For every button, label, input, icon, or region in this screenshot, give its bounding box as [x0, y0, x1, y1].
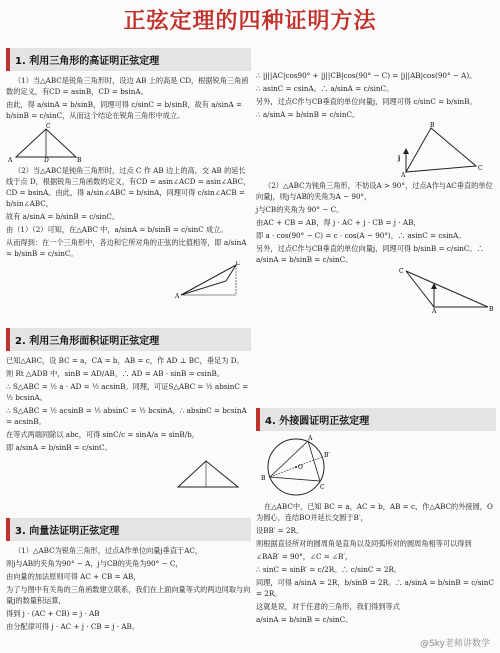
watermark: @Sky老师讲数学: [420, 639, 490, 649]
right-p6: j与CB的夹角为 90° − C。: [256, 205, 344, 214]
vector-continuation: [256, 70, 496, 315]
label-A4: A: [432, 308, 437, 313]
section-4: [256, 404, 496, 627]
label-C: C: [46, 123, 51, 130]
section-4-p5: ∴ sinC = sinB′ = c/2R。∴ c/sinC = 2R。: [256, 565, 402, 574]
label-A5: A: [308, 435, 313, 442]
section-3-heading: 3. 向量法证明正弦定理: [6, 518, 251, 541]
label-B: B: [77, 157, 82, 163]
label-A3: A: [401, 172, 406, 178]
section-1-heading: 1. 利用三角形的高证明正弦定理: [6, 48, 251, 71]
label-D: D: [44, 157, 49, 163]
right-p8: 即 a · cos(90° − C) = c · cos(A − 90°)，∴ asinC = csinA。: [256, 231, 466, 240]
section-1: [6, 44, 251, 301]
section-4-heading: 4. 外接圆证明正弦定理: [256, 408, 496, 431]
section-3-p6: 由分配律可得 j · AC + j · CB = j · AB。: [6, 622, 139, 631]
label-A: A: [8, 157, 13, 163]
section-4-p4: ∠BAB′ = 90°，∠C = ∠B′，: [256, 552, 353, 561]
section-3-p3: 由向量的加法原则可得 AC + CB = AB，: [6, 572, 141, 581]
page-title: 正弦定理的四种证明方法: [123, 9, 377, 34]
acute-triangle-figure: [6, 123, 86, 163]
label-C3: C: [478, 165, 483, 172]
section-4-p3: 则根据直径所对的圆周角是直角以及同弧所对的圆周角相等可以得到: [256, 539, 472, 548]
section-3-p2: 则j与AB的夹角为90° − A，j与CB的夹角为90° − C，: [6, 559, 183, 568]
area-triangle-figure: [6, 455, 246, 491]
section-1-p5: 由（1）（2）可知，在△ABC 中，a/sinA = b/sinB = c/sinC 成立。: [6, 225, 228, 234]
circumcircle-figure: [256, 435, 346, 499]
right-p5: （2）△ABC为钝角三角形，不妨设A > 90°，过点A作与AC垂直的单位向量j，则j与AB的夹角为A − 90°，: [256, 181, 493, 201]
section-4-p7: 这就是说，对于任意的三角形，我们得到等式: [256, 602, 400, 611]
section-4-p8: a/sinA = b/sinB = c/sinC。: [256, 615, 353, 624]
vector-acute-figure: [256, 122, 496, 178]
section-4-p6: 同理，可得 a/sinA = 2R，b/sinB = 2R。∴ a/sinA = b/sinB = c/sinC = 2R。: [256, 578, 494, 598]
label-C4: C: [399, 268, 404, 275]
section-2-p2: 则 Rt △ADB 中，sinB = AD/AB，∴ AD = AB · sinB = csinB。: [6, 369, 224, 378]
section-4-p2: 设BB′ = 2R。: [256, 526, 304, 535]
section-1-p2: 由此，得 a/sinA = b/sinB，同理可得 c/sinC = b/sinB，故有 a/sinA = b/sinB = c/sinC，从而这个结论在锐角三角形中成立。: [6, 100, 243, 120]
section-2-heading: 2. 利用三角形面积证明正弦定理: [6, 328, 251, 351]
label-j: j: [398, 155, 401, 162]
right-p4: ∴ a/sinA = b/sinB = c/sinC。: [256, 110, 360, 119]
section-3-p4: 为了与图中有关角的三角函数建立联系，我们在上面向量等式的两边同取与向量j的数量积运算，: [6, 585, 251, 605]
right-p7: 由AC + CB = AB，得 j · AC + j · CB = j · AB，: [256, 218, 421, 227]
section-1-p4: 故有 a/sinA = b/sinB = c/sinC。: [6, 212, 120, 221]
section-2-p1: 已知△ABC，设 BC = a，CA = b，AB = c，作 AD ⊥ BC，垂足为 D。: [6, 356, 244, 365]
label-C2: C: [236, 261, 241, 267]
label-B4: B: [489, 306, 494, 313]
section-2-p6: 即 a/sinA = b/sinB = c/sinC。: [6, 443, 112, 452]
label-O: O: [298, 464, 303, 471]
section-2-p3: ∴ S△ABC = ½ a · AD = ½ acsinB。同理，可证S△ABC = ½ absinC = ½ bcsinA。: [6, 382, 249, 402]
label-C5: C: [320, 484, 325, 491]
section-3-p5: 得到 j · (AC + CB) = j · AB: [6, 609, 100, 618]
section-3-p1: （1）△ABC为锐角三角形，过点A作单位向量j垂直于AC，: [14, 546, 203, 555]
right-p2: ∴ asinC = csinA。∴ a/sinA = c/sinC。: [256, 84, 394, 93]
right-p3: 另外，过点C作与CB垂直的单位向量j，同理可得 c/sinC = b/sinB。: [256, 97, 477, 106]
label-B3: B: [430, 122, 435, 129]
obtuse-triangle-figure: [6, 261, 246, 299]
section-2-p4: ∴ S△ABC = ½ acsinB = ½ absinC = ½ bcsinA，∴ absinC = bcsinA = acsinB。: [6, 406, 247, 426]
section-2-p5: 在等式两端同除以 abc，可得 sinC/c = sinA/a = sinB/b，: [6, 430, 199, 439]
section-1-p3: （2）当△ABC是钝角三角形时，过点 C 作 AB 边上的高，交 AB 的延长线于点 D，根据锐角三角函数的定义，有CD = asin∠ACD = asin∠ABC，CD = bsinA。由此，得 a/sin∠ABC = b/sinA，同理可得 c/sin∠ACB = b/sin∠ABC，: [6, 166, 251, 208]
vector-obtuse-figure: [256, 267, 496, 313]
right-p9: 另外，过点C作与CB垂直的单位向量j，同理可得 b/sinB = c/sinC。∴ a/sinA = b/sinB = c/sinC。: [256, 244, 484, 264]
section-4-p1: 在△ABC中，已知 BC = a，AC = b，AB = c，作△ABC的外接圆，O为圆心，连结BO并延长交圆于B′，: [256, 502, 493, 522]
label-Bp: B′: [324, 452, 330, 459]
right-p1: ∴ |j||AC|cos90° + |j||CB|cos(90° − C) = |j||AB|cos(90° − A)。: [256, 71, 477, 80]
section-2: [6, 324, 251, 493]
section-3: [6, 514, 251, 634]
section-1-p6: 从而得到：在一个三角形中，各边和它所对角的正弦的比值相等，即 a/sinA = b/sinB = c/sinC。: [6, 238, 247, 258]
label-A2: A: [175, 293, 180, 299]
section-1-p1: （1）当△ABC是锐角三角形时，设边 AB 上的高是 CD，根据锐角三角函数的定义，有CD = asinB，CD = bsinA。: [6, 76, 249, 96]
label-B5: B: [261, 475, 266, 482]
